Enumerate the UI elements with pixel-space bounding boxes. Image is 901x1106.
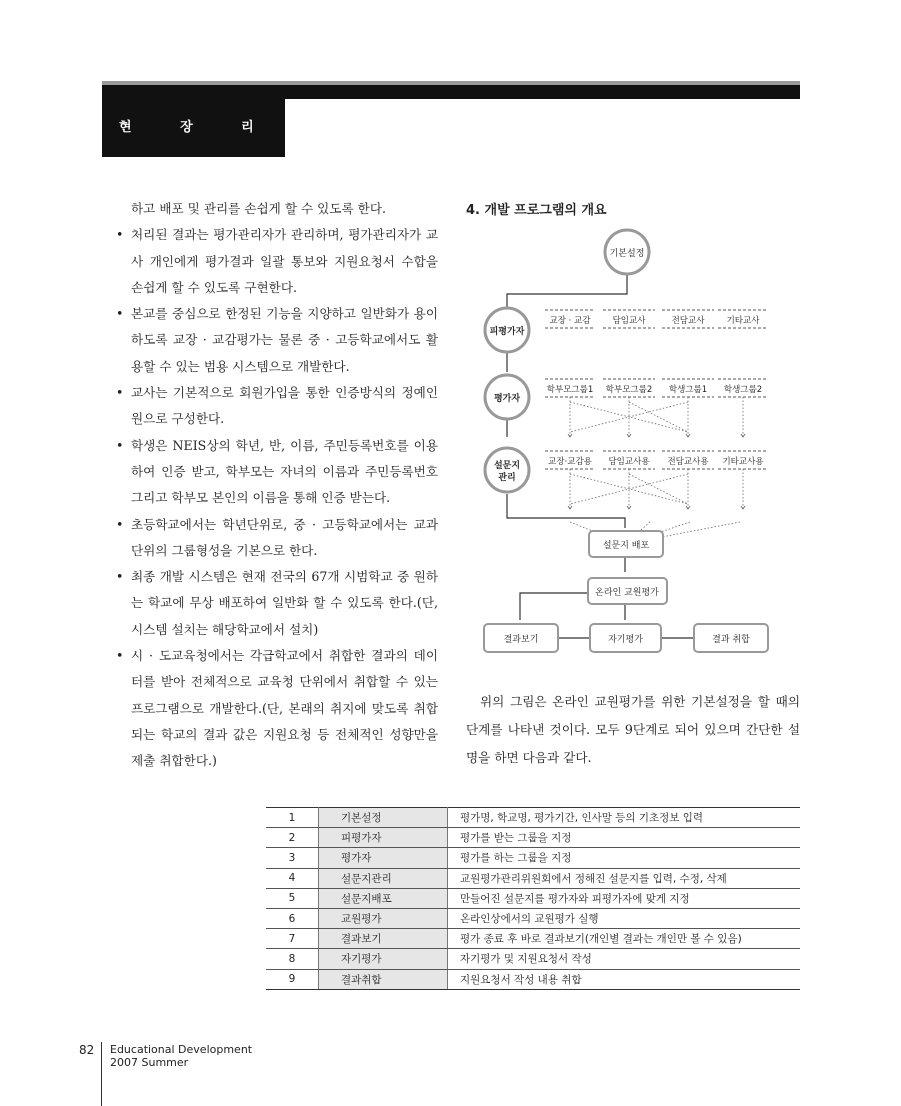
bullet-text: 교사는 기본적으로 회원가입을 통한 인증방식의 정예인원으로 구성한다. <box>131 385 438 427</box>
bullet-dot: • <box>116 385 124 401</box>
bullet-dot: • <box>116 306 124 322</box>
step-name: 결과보기 <box>319 929 448 949</box>
group-item-label: 전담교사 <box>671 316 705 326</box>
circle-label: 설문지 <box>493 461 521 471</box>
group-item-label: 교장·교감용 <box>548 457 592 467</box>
step-description: 평가 종료 후 바로 결과보기(개인별 결과는 개인만 볼 수 있음) <box>448 929 801 949</box>
step-number: 1 <box>266 808 319 828</box>
bullet-item <box>116 380 438 433</box>
table-row <box>266 828 800 848</box>
group-item-label: 담임교사 <box>612 316 646 326</box>
diagram-heading: 4. 개발 프로그램의 개요 <box>466 203 607 218</box>
distribute-label: 설문지 배포 <box>602 541 650 551</box>
step-description: 온라인상에서의 교원평가 실행 <box>448 908 801 928</box>
footer-divider <box>101 1042 102 1106</box>
step-name: 기본설정 <box>319 808 448 828</box>
steps-table <box>266 807 800 990</box>
group-item-label: 전담교사용 <box>667 457 709 467</box>
program-flow-diagram <box>460 222 790 672</box>
step-description: 평가명, 학교명, 평가기간, 인사말 등의 기초정보 입력 <box>448 808 801 828</box>
result-label: 자기평가 <box>608 635 643 645</box>
group-item-label: 기타교사용 <box>722 457 764 467</box>
step-description: 자기평가 및 지원요청서 작성 <box>448 949 801 969</box>
table-row <box>266 888 800 908</box>
bullet-item <box>116 564 438 643</box>
continuation-text: 하고 배포 및 관리를 손쉽게 할 수 있도록 한다. <box>131 201 387 216</box>
step-number: 8 <box>266 949 319 969</box>
group-item-label: 기타교사 <box>726 316 760 326</box>
table-row <box>266 808 800 828</box>
step-description: 평가를 하는 그룹을 지정 <box>448 848 801 868</box>
table-row <box>266 969 800 989</box>
result-label: 결과보기 <box>503 635 539 645</box>
step-description: 지원요청서 작성 내용 취합 <box>448 969 801 989</box>
step-description: 평가를 받는 그룹을 지정 <box>448 828 801 848</box>
table-row <box>266 908 800 928</box>
bullet-dot: • <box>116 516 124 532</box>
online-evaluation-label: 온라인 교원평가 <box>595 588 659 598</box>
step-number: 2 <box>266 828 319 848</box>
bullet-dot: • <box>116 227 124 243</box>
group-item-label: 학부모그룹1 <box>546 385 594 395</box>
group-item-label: 학생그룹2 <box>723 385 763 395</box>
publication-title: Educational Development <box>110 1043 253 1056</box>
header-rule-black <box>102 85 800 99</box>
step-number: 3 <box>266 848 319 868</box>
step-name: 평가자 <box>319 848 448 868</box>
step-name: 교원평가 <box>319 908 448 928</box>
bullet-item <box>116 433 438 512</box>
bullet-list <box>116 222 438 774</box>
bullet-item <box>116 222 438 301</box>
bullet-text: 시 · 도교육청에서는 각급학교에서 취합한 결과의 데이터를 받아 전체적으로 교육청 단위에서 취합할 수 있는 프로그램으로 개발한다.(단, 본래의 취지에 맞도록 취합되는 학교의 결과 값은 지원요청 등 전체적인 성향만을 제출 취합한다.) <box>131 648 438 769</box>
step-name: 자기평가 <box>319 949 448 969</box>
publication-info <box>110 1043 252 1069</box>
page-number: 82 <box>79 1043 95 1057</box>
step-description: 교원평가관리위원회에서 정해진 설문지를 입력, 수정, 삭제 <box>448 868 801 888</box>
step-number: 4 <box>266 868 319 888</box>
result-label: 결과 취합 <box>712 635 750 645</box>
step-number: 6 <box>266 908 319 928</box>
bullet-text: 처리된 결과는 평가관리자가 관리하며, 평가관리자가 교사 개인에게 평가결과 일괄 통보와 지원요청서 수합을 손쉽게 할 수 있도록 구현한다. <box>131 227 438 295</box>
publication-issue: 2007 Summer <box>110 1056 189 1069</box>
group-item-label: 교장 · 교감 <box>549 316 591 326</box>
step-number: 9 <box>266 969 319 989</box>
bullet-text: 최종 개발 시스템은 현재 전국의 67개 시범학교 중 원하는 학교에 무상 배포하여 일반화 할 수 있도록 한다.(단, 시스템 설치는 해당학교에서 설치) <box>131 569 438 637</box>
circle-label: 관리 <box>498 473 516 483</box>
group-item-label: 학부모그룹2 <box>605 385 653 395</box>
left-column <box>116 196 438 775</box>
bullet-dot: • <box>116 648 124 664</box>
circle-label: 기본설정 <box>609 249 645 259</box>
bullet-item <box>116 512 438 565</box>
bullet-text: 본교를 중심으로 한정된 기능을 지양하고 일반화가 용이하도록 교장 · 교감평가는 물론 중 · 고등학교에서도 활용할 수 있는 범용 시스템으로 개발한다. <box>131 306 438 374</box>
step-description: 만들어진 설문지를 평가자와 피평가자에 맞게 지정 <box>448 888 801 908</box>
circle-label: 평가자 <box>493 394 521 404</box>
table-row <box>266 868 800 888</box>
bullet-dot: • <box>116 437 124 453</box>
step-name: 피평가자 <box>319 828 448 848</box>
right-paragraph-block <box>466 688 800 772</box>
step-name: 설문지배포 <box>319 888 448 908</box>
flow-dotted-line <box>629 474 688 504</box>
bullet-item <box>116 643 438 774</box>
group-item-label: 담임교사용 <box>608 457 650 467</box>
diagram-description: 위의 그림은 온라인 교원평가를 위한 기본설정을 할 때의 단계를 나타낸 것이다. 모두 9단계로 되어 있으며 간단한 설명을 하면 다음과 같다. <box>466 694 800 765</box>
circle-label: 피평가자 <box>489 327 525 337</box>
bullet-dot: • <box>116 569 124 585</box>
table-row <box>266 848 800 868</box>
step-name: 설문지관리 <box>319 868 448 888</box>
step-number: 7 <box>266 929 319 949</box>
section-label: 현 장 리 포 트 <box>102 99 285 157</box>
table-row <box>266 949 800 969</box>
step-number: 5 <box>266 888 319 908</box>
bullet-item <box>116 301 438 380</box>
connector-line <box>507 274 627 312</box>
table-row <box>266 929 800 949</box>
bullet-text: 초등학교에서는 학년단위로, 중 · 고등학교에서는 교과단위의 그룹형성을 기본으로 한다. <box>131 516 438 558</box>
flow-dotted-line <box>629 402 688 432</box>
group-item-label: 학생그룹1 <box>668 385 708 395</box>
connector-line <box>507 494 625 528</box>
bullet-text: 학생은 NEIS상의 학년, 반, 이름, 주민등록번호를 이용하여 인증 받고, 학부모는 자녀의 이름과 주민등록번호 그리고 학부모 본인의 이름을 통해 인증 받는다. <box>131 437 438 506</box>
step-name: 결과취합 <box>319 969 448 989</box>
